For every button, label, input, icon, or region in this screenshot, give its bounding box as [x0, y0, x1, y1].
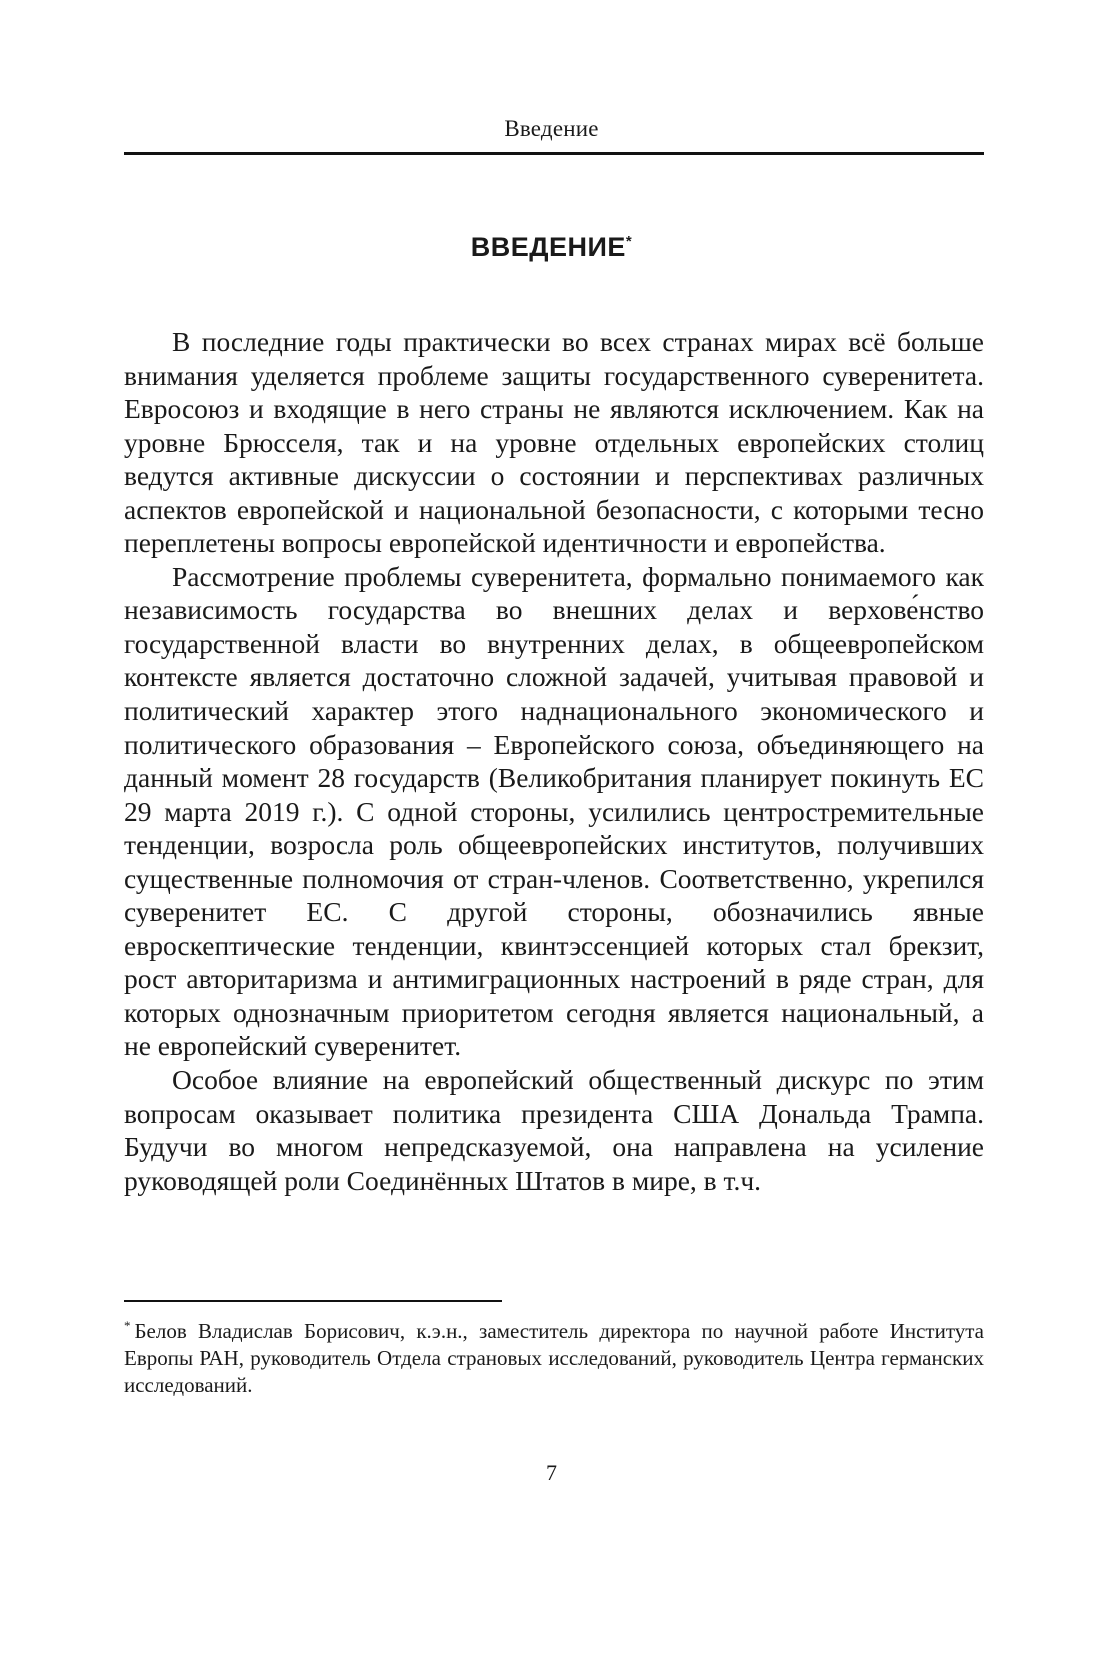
- running-header: Введение: [504, 116, 599, 141]
- chapter-title-text: ВВЕДЕНИЕ: [470, 232, 626, 262]
- body-text: [124, 325, 984, 1197]
- chapter-title: [0, 232, 1103, 263]
- footnote-text: Белов Владислав Борисович, к.э.н., заместитель директора по научной работе Института Европы РАН, руководитель Отдела страновых исследований, руководитель Центра германских исследований.: [124, 1319, 984, 1397]
- paragraph-3: Особое влияние на европейский общественный дискурс по этим вопросам оказывает политика президента США Дональда Трампа. Будучи во многом непредсказуемой, она направлена на усиление руководящей роли Соединённых Штатов в мире, в т.ч.: [124, 1064, 984, 1196]
- footnote-reference-marker: *: [625, 233, 633, 250]
- paragraph-1: В последние годы практически во всех странах мирах всё больше внимания уделяется проблеме защиты государственного суверенитета. Евросоюз и входящие в него страны не являются исключением. Как на уровне Брюсселя, так и на уровне отдельных европейских столиц ведутся активные дискуссии о состоянии и перспективах различных аспектов европейской и национальной безопасности, с которыми тесно переплетены вопросы европейской идентичности и европейства.: [124, 326, 984, 559]
- page-number: 7: [546, 1460, 557, 1485]
- paragraph-2: Рассмотрение проблемы суверенитета, формально понимаемого как независимость государства во внешних делах и верхове́нство государственной власти во внутренних делах, в общеевропейском контексте является достаточно сложной задачей, учитывая правовой и политический характер этого наднационального экономического и политического образования – Европейского союза, объединяющего на данный момент 28 государств (Великобритания планирует покинуть ЕС 29 марта 2019 г.). С одной стороны, усилились центростремительные тенденции, возросла роль общеевропейских институтов, получивших существенные полномочия от стран-членов. Соответственно, укрепился суверенитет ЕС. С другой стороны, обозначились явные евроскептические тенденции, квинтэссенцией которых стал брекзит, рост авторитаризма и антимиграционных настроений в ряде стран, для которых однозначным приоритетом сегодня является национальный, а не европейский суверенитет.: [124, 560, 984, 1062]
- header-rule: [124, 152, 984, 155]
- footnote-marker: *: [124, 1318, 131, 1333]
- footnote-separator: [124, 1300, 502, 1302]
- footnote: [124, 1318, 984, 1399]
